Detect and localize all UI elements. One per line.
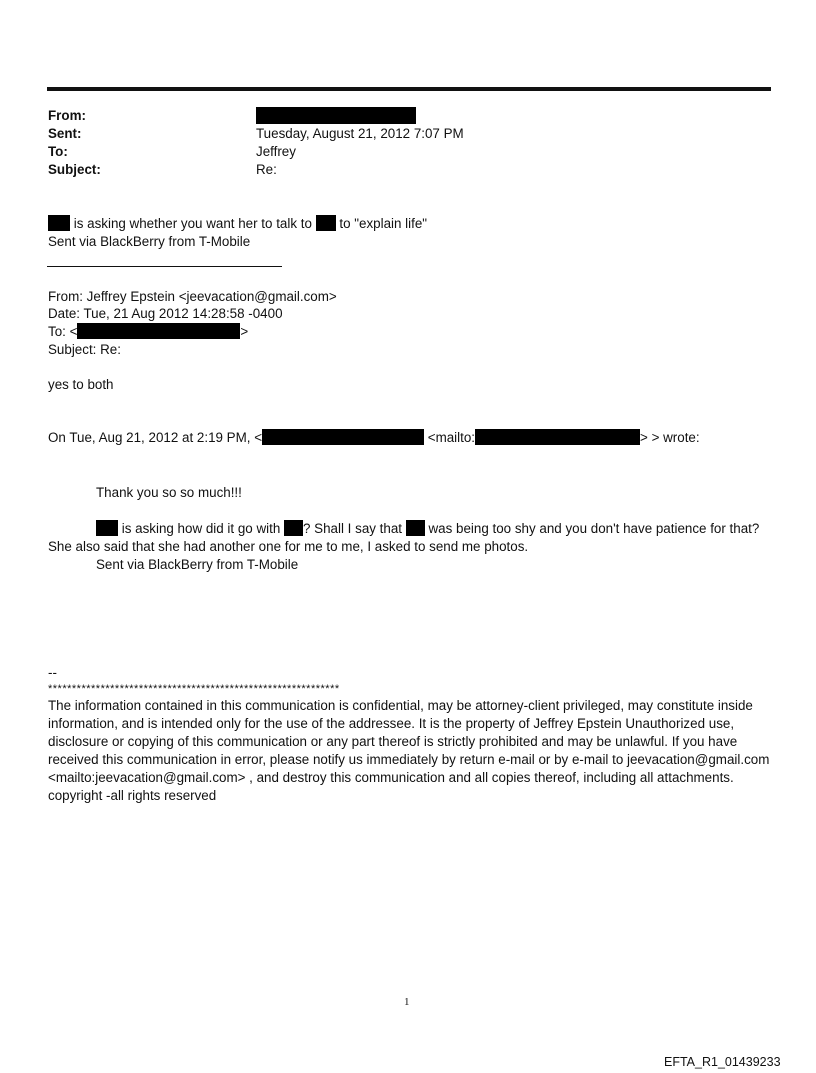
- on-prefix: On Tue, Aug 21, 2012 at 2:19 PM, <: [48, 430, 263, 445]
- redaction: [406, 520, 425, 536]
- footer-stars: *************************************************************: [48, 683, 340, 695]
- redaction: [316, 215, 336, 231]
- reply-text: yes to both: [48, 377, 114, 392]
- quoted-paragraph-line-1: [96, 520, 759, 538]
- subject-label: Subject:: [48, 162, 101, 177]
- from-redaction: [256, 107, 416, 126]
- on-wrote-line: [48, 429, 700, 447]
- page-number: 1: [404, 996, 410, 1008]
- redaction: [48, 215, 70, 231]
- quoted-to-prefix: To: <: [48, 324, 78, 339]
- signature-1: Sent via BlackBerry from T-Mobile: [48, 234, 251, 249]
- separator-rule: [47, 266, 282, 267]
- redaction: [284, 520, 303, 536]
- to-label: To:: [48, 144, 68, 159]
- on-suffix: > > wrote:: [640, 430, 700, 445]
- p2-c: was being too shy and you don't have patience for that?: [428, 521, 760, 536]
- quoted-to: [48, 323, 248, 341]
- thanks-text: Thank you so so much!!!: [96, 485, 242, 500]
- sent-value: Tuesday, August 21, 2012 7:07 PM: [256, 126, 464, 141]
- quoted-subject: Subject: Re:: [48, 342, 121, 357]
- body-text-a: is asking whether you want her to talk to: [73, 216, 312, 231]
- redaction: [262, 429, 424, 445]
- bates-number: EFTA_R1_01439233: [664, 1055, 781, 1069]
- p2-a: is asking how did it go with: [121, 521, 281, 536]
- on-mailto: <mailto:: [427, 430, 476, 445]
- top-rule: [47, 87, 771, 91]
- confidentiality-disclaimer: The information contained in this communication is confidential, may be attorney-client privileged, may constitute inside information, and is intended only for the use of the addressee. It is the property of Jeffrey Epstein Unauthorized use, disclosure or copying of this communication or any part thereof is strictly prohibited and may be unlawful. If you have received this communication in error, please notify us immediately by return e-mail or by e-mail to jeevacation@gmail.com <mailto:jeevacation@gmail.com> , and destroy this communication and all copies thereof, including all attachments. copyright -all rights reserved: [48, 698, 770, 803]
- quoted-date: Date: Tue, 21 Aug 2012 14:28:58 -0400: [48, 306, 283, 321]
- p2-b: ? Shall I say that: [303, 521, 403, 536]
- body-line-1: [48, 215, 427, 233]
- quoted-to-suffix: >: [240, 324, 249, 339]
- to-value: Jeffrey: [256, 144, 296, 159]
- subject-value: Re:: [256, 162, 277, 177]
- redaction: [475, 429, 640, 445]
- redaction: [96, 520, 118, 536]
- sent-label: Sent:: [48, 126, 82, 141]
- from-label: From:: [48, 108, 86, 123]
- quoted-paragraph-line-2: She also said that she had another one for me to me, I asked to send me photos.: [48, 539, 529, 554]
- body-text-b: to "explain life": [339, 216, 428, 231]
- signature-2: Sent via BlackBerry from T-Mobile: [96, 557, 299, 572]
- quoted-from: From: Jeffrey Epstein <jeevacation@gmail.com>: [48, 289, 337, 304]
- footer-dashes: --: [48, 665, 57, 680]
- redaction: [77, 323, 240, 339]
